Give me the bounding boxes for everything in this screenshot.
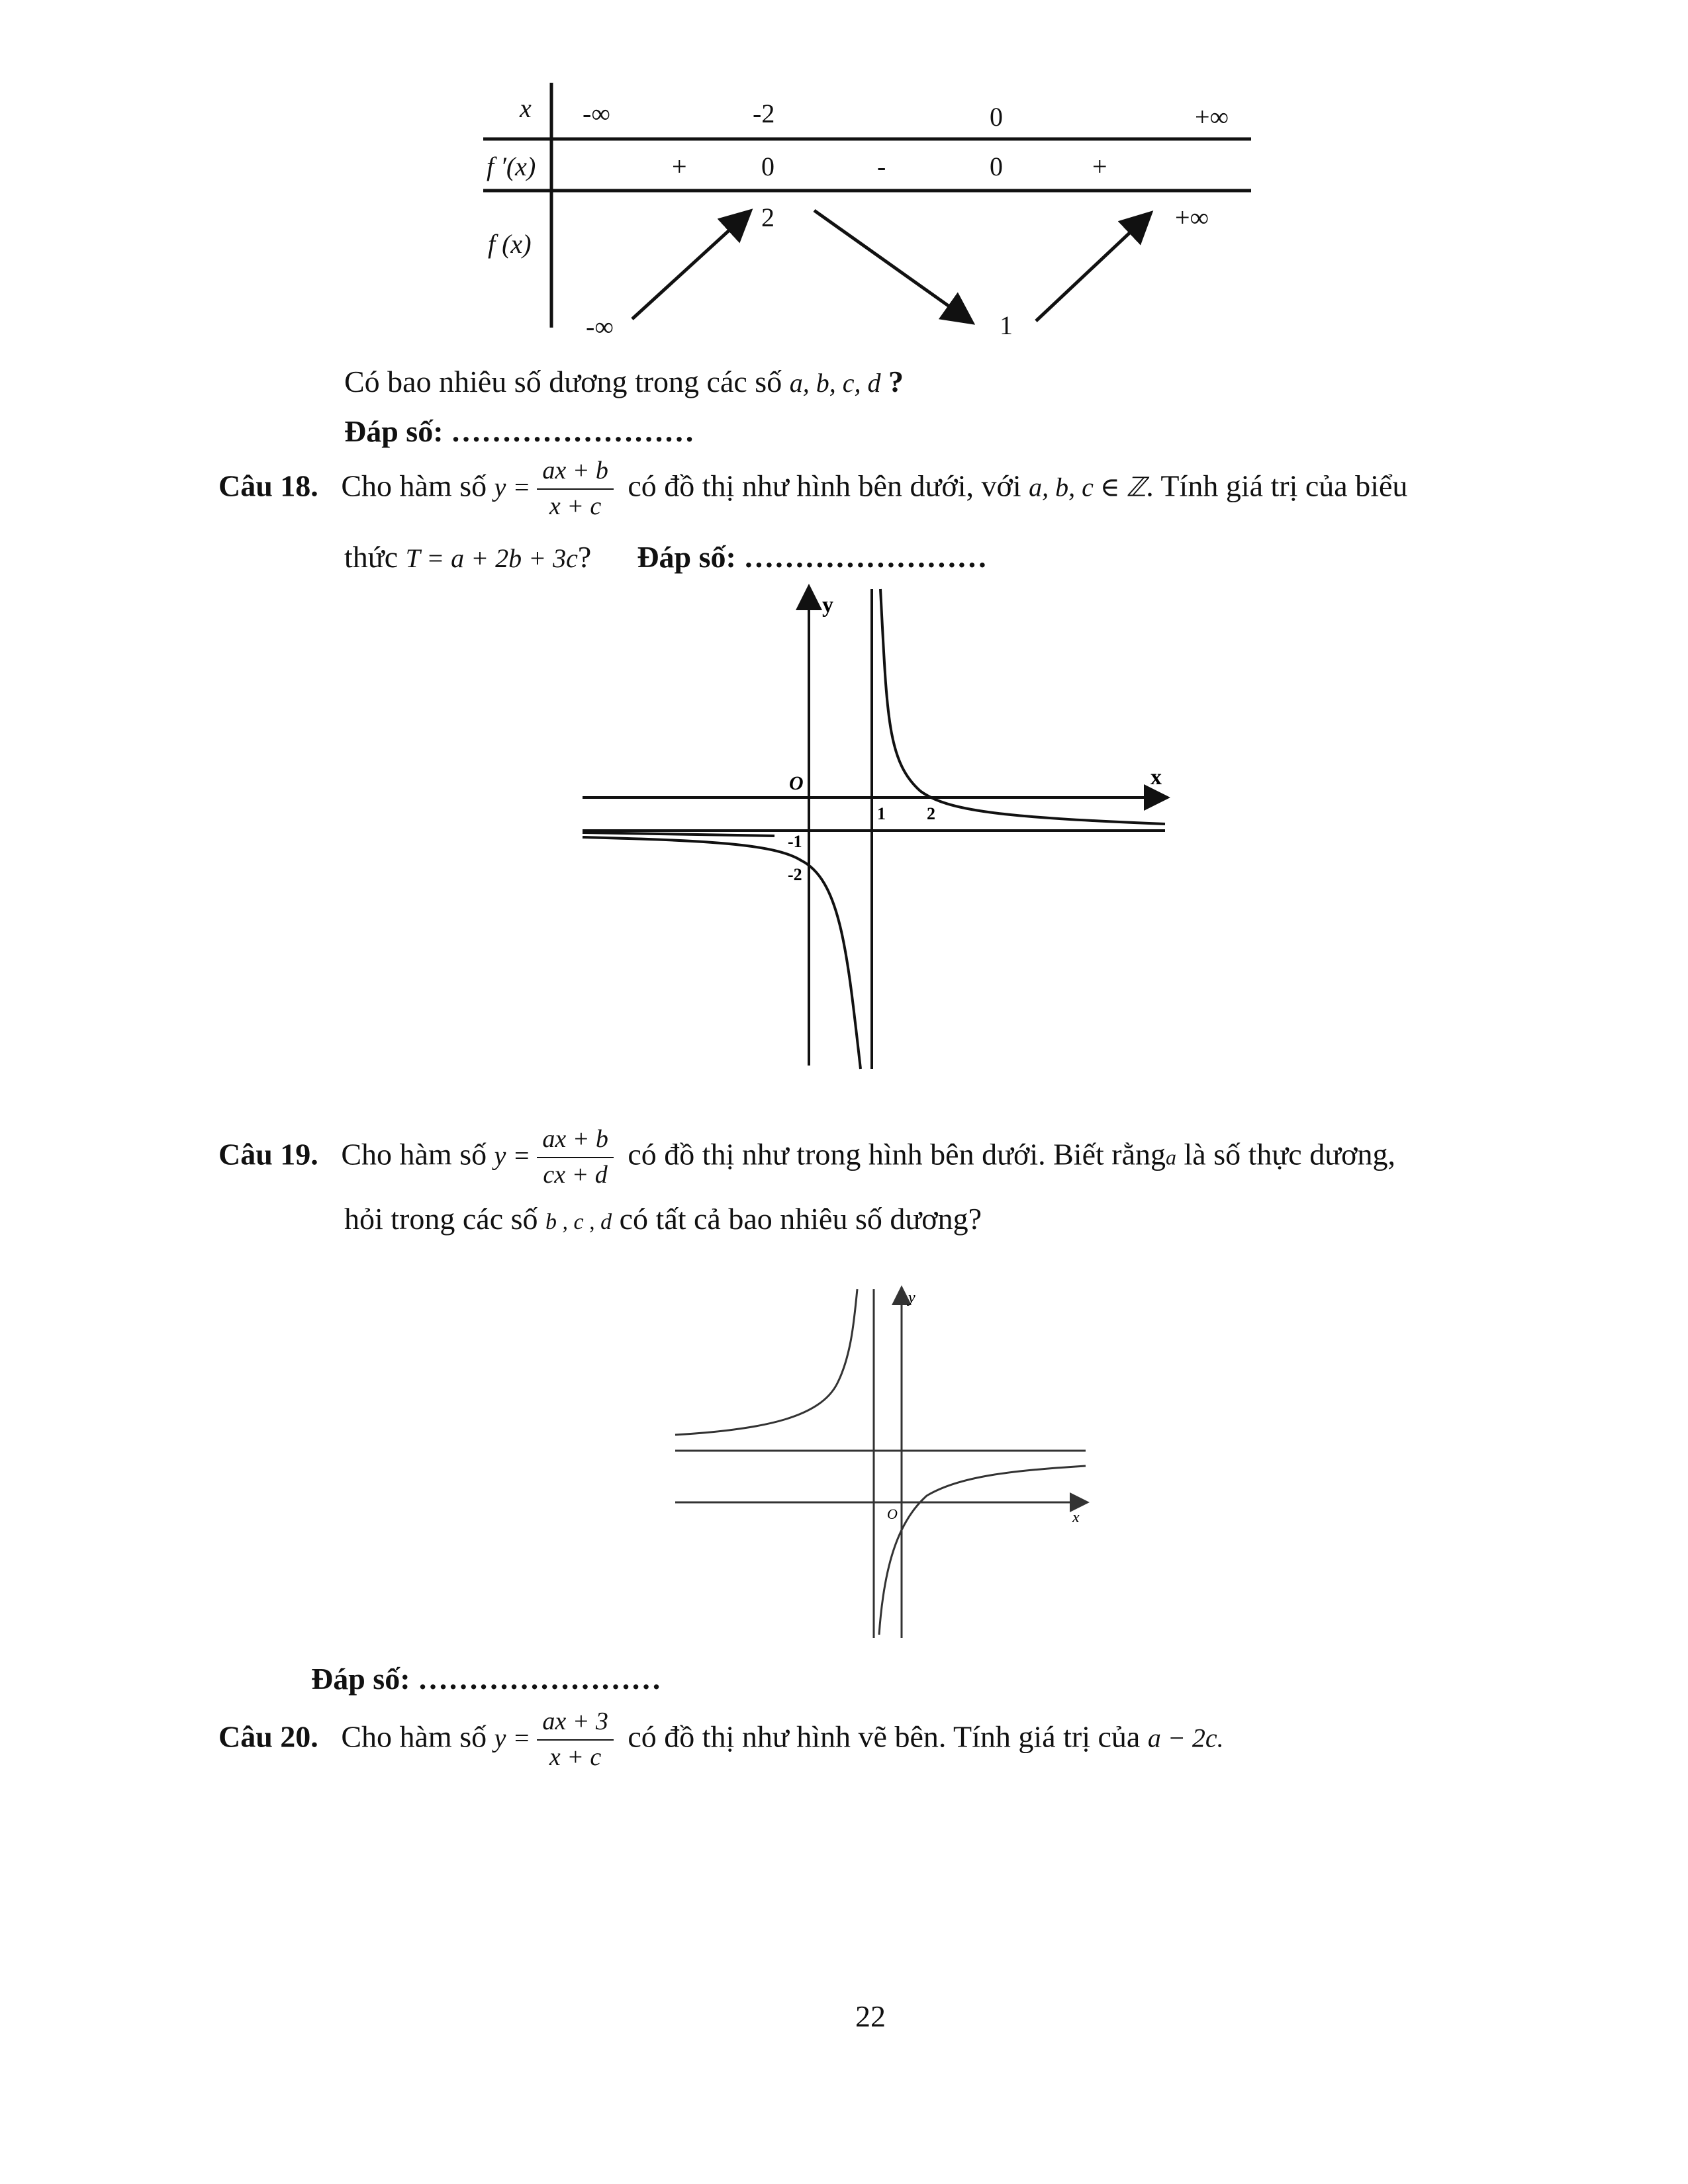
vt-f-value-4: +∞: [1175, 203, 1209, 232]
q17-answer: Đáp số: ……………………: [344, 414, 695, 448]
q20-fraction: $\frac{ax + 3}{x + c}$: [537, 1707, 614, 1772]
vt-fp-sign-3: +: [1092, 152, 1107, 181]
increase-arrow-1: [632, 213, 748, 319]
q19-graph: [669, 1284, 1092, 1641]
q18-label: Câu 18.: [218, 469, 318, 503]
q18-left-branch: [583, 837, 861, 1069]
q20-label: Câu 20.: [218, 1719, 318, 1754]
q18-tick-m1: -1: [788, 832, 802, 851]
q19-line2: hỏi trong các số b , c , d có tất cả bao nhiêu số dương?: [344, 1202, 982, 1236]
vt-f-value-1: -∞: [586, 312, 614, 341]
vt-f-value-2: 2: [761, 203, 774, 232]
vt-fp-sign-1: +: [672, 152, 687, 181]
q18-right-branch: [880, 589, 1165, 824]
vt-x-label: x: [520, 93, 532, 123]
q19-fraction: $\frac{ax + b}{cx + d}$: [537, 1125, 614, 1189]
q18-fraction: $\frac{ax + b}{x + c}$: [537, 457, 614, 521]
q19-y-label: y: [908, 1289, 915, 1306]
q19-left-branch: [675, 1289, 857, 1435]
increase-arrow-2: [1036, 215, 1149, 321]
q18-y-label: y: [822, 593, 833, 617]
q18-origin-label: O: [789, 772, 804, 794]
vt-fp-zero-1: 0: [761, 152, 774, 181]
q18-tick-2: 2: [927, 804, 935, 823]
page-number: 22: [855, 1999, 886, 2033]
q18-line1: Câu 18. Cho hàm số y = $\frac{ax + b}{x + c}$ có đồ thị như hình bên dưới, với a, b, c ∈ ℤ. Tính giá trị của biểu: [218, 457, 1408, 520]
q19-label: Câu 19.: [218, 1137, 318, 1171]
vt-x-value-3: 0: [990, 102, 1003, 132]
vt-fp-sign-2: -: [877, 152, 886, 181]
q19-answer: Đáp số: ……………………: [311, 1662, 662, 1696]
vt-f-label: f (x): [488, 229, 532, 259]
q19-line1: Câu 19. Cho hàm số y = $\frac{ax + b}{cx + d}$ có đồ thị như trong hình bên dưới. Biết rằnga là số thực dương,: [218, 1125, 1395, 1189]
q19-origin-label: O: [887, 1506, 898, 1522]
vt-x-value-1: -∞: [583, 99, 610, 128]
q18-graph: [576, 582, 1172, 1072]
vt-fp-zero-2: 0: [990, 152, 1003, 181]
vt-x-value-4: +∞: [1195, 102, 1229, 132]
vt-x-value-2: -2: [753, 99, 775, 128]
q17-question: Có bao nhiêu số dương trong các số a, b, c, d ?: [344, 365, 904, 398]
q18-x-label: x: [1150, 765, 1162, 790]
q18-tick-m2: -2: [788, 865, 802, 884]
q19-right-branch: [879, 1466, 1086, 1635]
vt-f-value-3: 1: [1000, 310, 1013, 340]
decrease-arrow: [814, 210, 970, 321]
q20-line1: Câu 20. Cho hàm số y = $\frac{ax + 3}{x + c}$ có đồ thị như hình vẽ bên. Tính giá trị của a − 2c.: [218, 1707, 1224, 1771]
q19-x-label: x: [1072, 1509, 1080, 1526]
q18-tick-1: 1: [877, 804, 886, 823]
vt-fp-label: f ′(x): [487, 152, 536, 181]
q18-line2: thức T = a + 2b + 3c? Đáp số: ……………………: [344, 540, 988, 574]
